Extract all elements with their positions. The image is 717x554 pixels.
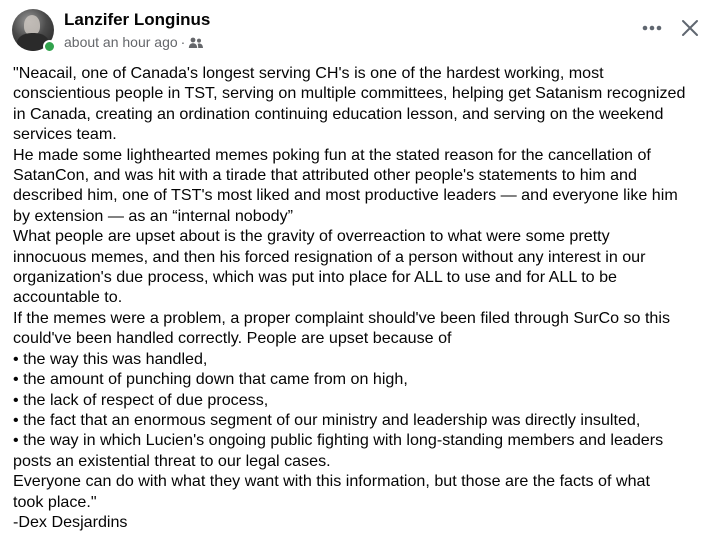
post-line: What people are upset about is the gravity of overreaction to what were some pretty [13, 227, 610, 246]
post-line: accountable to. [13, 288, 123, 307]
post-line: by extension — as an “internal nobody” [13, 206, 294, 225]
more-options-button[interactable] [638, 14, 666, 42]
friends-icon[interactable] [188, 36, 204, 48]
post-body [13, 63, 713, 532]
bullet-item: • the way in which Lucien's ongoing public fighting with long-standing members and leaders [13, 431, 664, 450]
post-line: in Canada, creating an ordination continuing education lesson, and serving on the weekend [13, 104, 664, 123]
post-line: SatanCon, and was hit with a tirade that attributed other people's statements to him and [13, 166, 637, 185]
post-line: services team. [13, 125, 117, 144]
bullet-item: • the lack of respect of due process, [13, 390, 269, 409]
more-options-icon [642, 25, 662, 31]
close-button[interactable] [676, 14, 704, 42]
meta-separator: · [180, 34, 186, 50]
post-header [0, 0, 717, 60]
post-line: He made some lighthearted memes poking fun at the stated reason for the cancellation of [13, 145, 651, 164]
post-line: If the memes were a problem, a proper complaint should've been filed through SurCo so this [13, 308, 671, 327]
bullet-item: • the amount of punching down that came from on high, [13, 370, 408, 389]
post-line: posts an existential threat to our legal cases. [13, 451, 331, 470]
post-line: "Neacail, one of Canada's longest serving CH's is one of the hardest working, most [13, 64, 604, 82]
post-meta [64, 34, 204, 50]
post-timestamp[interactable]: about an hour ago [64, 34, 178, 50]
post-line: described him, one of TST's most liked and most productive leaders — and everyone like him [13, 186, 678, 205]
close-icon [681, 19, 699, 37]
bullet-item: • the way this was handled, [13, 349, 208, 368]
post-line: could've been handled correctly. People are upset because of [13, 329, 452, 348]
post-line: conscientious people in TST, serving on multiple committees, helping get Satanism recognized [13, 84, 686, 103]
author-name[interactable]: Lanzifer Longinus [64, 10, 211, 29]
online-status-indicator [43, 40, 56, 53]
post-line: innocuous memes, and then his forced resignation of a person without any interest in our [13, 247, 646, 266]
post-line: took place." [13, 492, 97, 511]
bullet-item: • the fact that an enormous segment of our ministry and leadership was directly insulted, [13, 410, 641, 429]
author-avatar[interactable] [12, 9, 54, 51]
post-line: Everyone can do with what they want with this information, but those are the facts of what [13, 472, 650, 491]
post-line: organization's due process, which was put into place for ALL to use and for ALL to be [13, 268, 617, 287]
post-signature: -Dex Desjardins [13, 512, 128, 531]
